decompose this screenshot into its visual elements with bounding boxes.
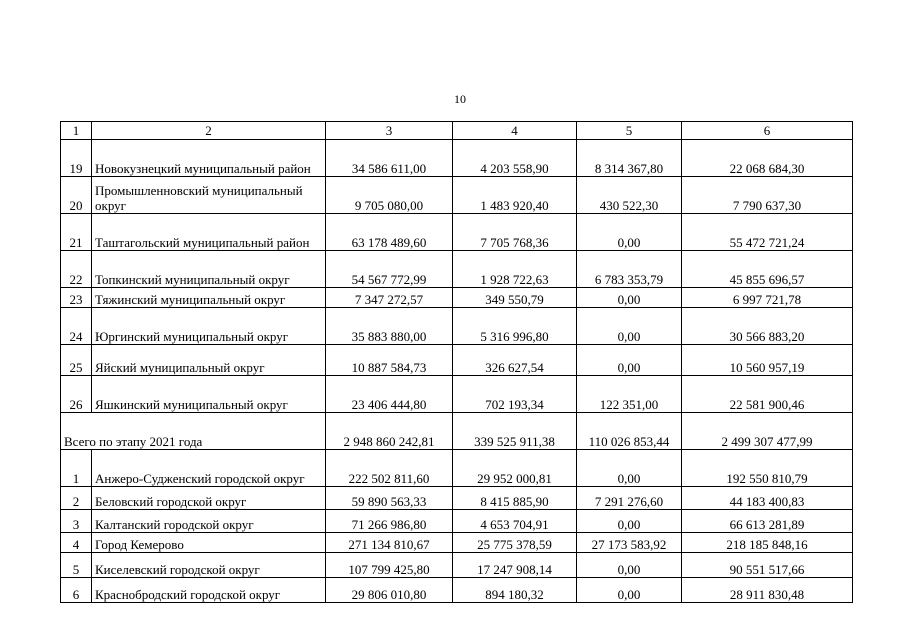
municipality-name: Город Кемерово	[92, 533, 326, 553]
cell-col4: 5 316 996,80	[453, 308, 577, 345]
table-row	[61, 251, 853, 288]
cell-col6: 7 790 637,30	[682, 177, 853, 214]
total-col4: 339 525 911,38	[453, 413, 577, 450]
municipality-name: Анжеро-Судженский городской округ	[92, 450, 326, 487]
cell-col3: 7 347 272,57	[326, 288, 453, 308]
municipality-name: Краснобродский городской округ	[92, 578, 326, 603]
cell-col4: 4 203 558,90	[453, 140, 577, 177]
cell-col3: 222 502 811,60	[326, 450, 453, 487]
cell-col6: 6 997 721,78	[682, 288, 853, 308]
cell-col5: 0,00	[577, 345, 682, 376]
cell-col5: 6 783 353,79	[577, 251, 682, 288]
cell-col5: 122 351,00	[577, 376, 682, 413]
header-cell: 5	[577, 122, 682, 140]
row-number: 5	[61, 553, 92, 578]
municipality-name: Яшкинский муниципальный округ	[92, 376, 326, 413]
cell-col6: 22 068 684,30	[682, 140, 853, 177]
cell-col6: 66 613 281,89	[682, 510, 853, 533]
table-row	[61, 510, 853, 533]
row-number: 22	[61, 251, 92, 288]
cell-col4: 8 415 885,90	[453, 487, 577, 510]
cell-col3: 29 806 010,80	[326, 578, 453, 603]
cell-col3: 54 567 772,99	[326, 251, 453, 288]
municipality-name: Промышленновский муниципальный округ	[92, 177, 326, 214]
cell-col3: 34 586 611,00	[326, 140, 453, 177]
table-row	[61, 376, 853, 413]
cell-col5: 0,00	[577, 288, 682, 308]
cell-col5: 8 314 367,80	[577, 140, 682, 177]
table-row	[61, 214, 853, 251]
cell-col4: 894 180,32	[453, 578, 577, 603]
table-row	[61, 533, 853, 553]
cell-col4: 349 550,79	[453, 288, 577, 308]
cell-col5: 0,00	[577, 553, 682, 578]
municipality-name: Топкинский муниципальный округ	[92, 251, 326, 288]
cell-col3: 9 705 080,00	[326, 177, 453, 214]
municipality-name: Яйский муниципальный округ	[92, 345, 326, 376]
municipality-name: Таштагольский муниципальный район	[92, 214, 326, 251]
cell-col4: 4 653 704,91	[453, 510, 577, 533]
cell-col5: 0,00	[577, 578, 682, 603]
municipality-name: Новокузнецкий муниципальный район	[92, 140, 326, 177]
page-number: 10	[454, 92, 466, 106]
row-number: 25	[61, 345, 92, 376]
cell-col5: 27 173 583,92	[577, 533, 682, 553]
cell-col6: 22 581 900,46	[682, 376, 853, 413]
municipality-name: Беловский городской округ	[92, 487, 326, 510]
row-number: 1	[61, 450, 92, 487]
cell-col3: 35 883 880,00	[326, 308, 453, 345]
cell-col5: 0,00	[577, 450, 682, 487]
row-number: 23	[61, 288, 92, 308]
table-header-row	[61, 122, 853, 140]
row-number: 4	[61, 533, 92, 553]
row-number: 3	[61, 510, 92, 533]
cell-col4: 1 483 920,40	[453, 177, 577, 214]
cell-col4: 1 928 722,63	[453, 251, 577, 288]
row-number: 19	[61, 140, 92, 177]
cell-col4: 7 705 768,36	[453, 214, 577, 251]
table-row	[61, 578, 853, 603]
cell-col4: 326 627,54	[453, 345, 577, 376]
municipality-name: Киселевский городской округ	[92, 553, 326, 578]
table-row	[61, 308, 853, 345]
cell-col6: 10 560 957,19	[682, 345, 853, 376]
table-row	[61, 140, 853, 177]
cell-col3: 59 890 563,33	[326, 487, 453, 510]
total-col3: 2 948 860 242,81	[326, 413, 453, 450]
total-col5: 110 026 853,44	[577, 413, 682, 450]
row-number: 21	[61, 214, 92, 251]
cell-col3: 10 887 584,73	[326, 345, 453, 376]
table-row	[61, 177, 853, 214]
cell-col3: 63 178 489,60	[326, 214, 453, 251]
cell-col3: 107 799 425,80	[326, 553, 453, 578]
total-col6: 2 499 307 477,99	[682, 413, 853, 450]
table-row	[61, 553, 853, 578]
header-cell: 1	[61, 122, 92, 140]
row-number: 6	[61, 578, 92, 603]
budget-table	[60, 121, 853, 603]
municipality-name: Калтанский городской округ	[92, 510, 326, 533]
cell-col4: 17 247 908,14	[453, 553, 577, 578]
cell-col6: 28 911 830,48	[682, 578, 853, 603]
cell-col5: 7 291 276,60	[577, 487, 682, 510]
municipality-name: Юргинский муниципальный округ	[92, 308, 326, 345]
table-row	[61, 487, 853, 510]
cell-col6: 90 551 517,66	[682, 553, 853, 578]
row-number: 26	[61, 376, 92, 413]
cell-col4: 702 193,34	[453, 376, 577, 413]
table-row	[61, 345, 853, 376]
cell-col6: 30 566 883,20	[682, 308, 853, 345]
cell-col5: 0,00	[577, 308, 682, 345]
cell-col5: 0,00	[577, 214, 682, 251]
row-number: 24	[61, 308, 92, 345]
header-cell: 6	[682, 122, 853, 140]
municipality-name: Тяжинский муниципальный округ	[92, 288, 326, 308]
header-cell: 3	[326, 122, 453, 140]
header-cell: 2	[92, 122, 326, 140]
cell-col3: 271 134 810,67	[326, 533, 453, 553]
cell-col3: 71 266 986,80	[326, 510, 453, 533]
table-row	[61, 288, 853, 308]
row-number: 2	[61, 487, 92, 510]
cell-col6: 192 550 810,79	[682, 450, 853, 487]
cell-col3: 23 406 444,80	[326, 376, 453, 413]
cell-col6: 44 183 400,83	[682, 487, 853, 510]
cell-col4: 29 952 000,81	[453, 450, 577, 487]
total-label: Всего по этапу 2021 года	[61, 413, 326, 450]
cell-col6: 218 185 848,16	[682, 533, 853, 553]
total-row	[61, 413, 853, 450]
row-number: 20	[61, 177, 92, 214]
cell-col6: 45 855 696,57	[682, 251, 853, 288]
cell-col5: 0,00	[577, 510, 682, 533]
table-row	[61, 450, 853, 487]
cell-col5: 430 522,30	[577, 177, 682, 214]
cell-col6: 55 472 721,24	[682, 214, 853, 251]
cell-col4: 25 775 378,59	[453, 533, 577, 553]
header-cell: 4	[453, 122, 577, 140]
